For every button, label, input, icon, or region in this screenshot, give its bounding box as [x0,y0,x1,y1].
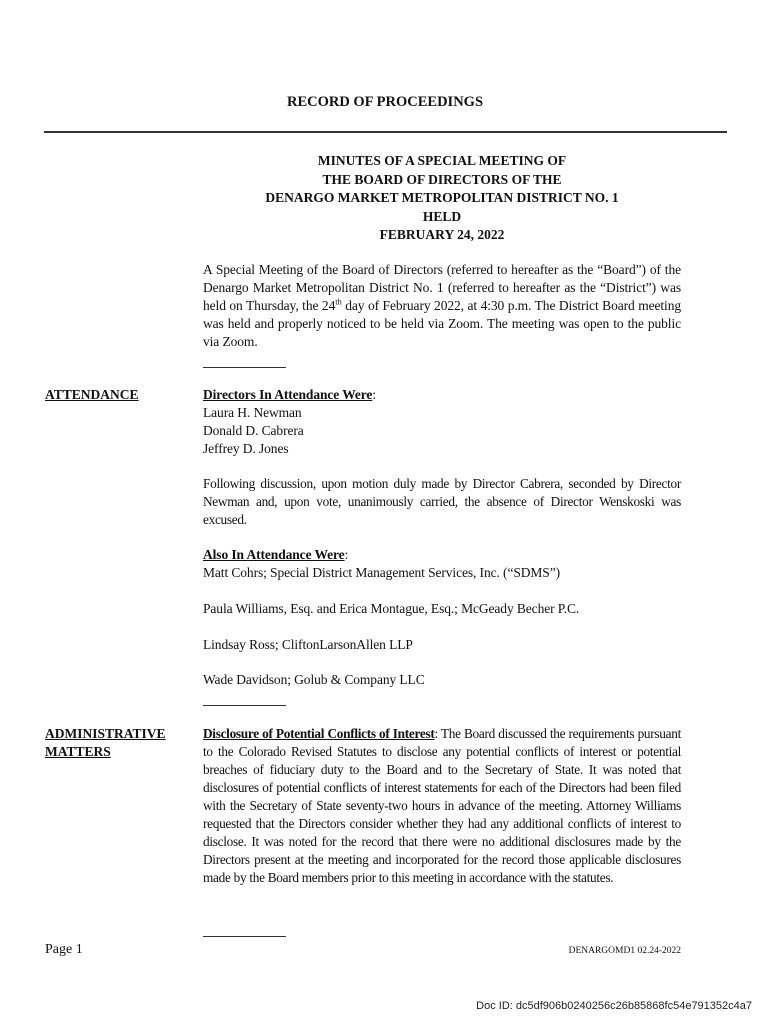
director-name: Donald D. Cabrera [203,423,304,438]
minutes-title-line: DENARGO MARKET METROPOLITAN DISTRICT NO. 1 [265,190,619,205]
minutes-title-line: MINUTES OF A SPECIAL MEETING OF [317,153,567,168]
attendance-label: ATTENDANCE [45,387,139,402]
minutes-title [200,152,684,245]
section-divider [203,367,286,368]
section-divider [203,936,286,937]
admin-label [45,725,166,761]
directors-heading: Directors In Attendance Were [203,387,373,402]
intro-text-part2: day of February 2022, at 4:30 p.m. The District Board meeting was held and properly noticed to be held via Zoom. The meeting was open to the public via Zoom. [203,298,682,349]
also-heading: Also In Attendance Were [203,547,345,562]
also-heading-line: Also In Attendance Were: [203,547,349,562]
disclosure-paragraph: Disclosure of Potential Conflicts of Interest: The Board discussed the requirements pursuant to the Colorado Revised Statutes to disclose any potential conflicts of interest or potential breaches of fiduciary duty to the Board and to the Secretary of State. It was noted that disclosures of potential conflicts of interest statements for each of the Directors had been filed with the Secretary of State seventy-two hours in advance of the meeting. Attorney Williams requested that the Directors consider whether they had any additional conflicts of interest to disclose. It was noted for the record that there were no additional disclosures made by the Directors present at the meeting and incorporated for the record those applicable disclosures made by the Board members prior to this meeting in accordance with the statutes. [203,726,681,885]
directors-heading-line: Directors In Attendance Were: [203,387,376,402]
attendee-entry: Paula Williams, Esq. and Erica Montague, Esq.; McGeady Becher P.C. [203,601,580,616]
director-name: Jeffrey D. Jones [203,441,289,456]
minutes-title-line: THE BOARD OF DIRECTORS OF THE [322,171,562,187]
attendee-entry: Lindsay Ross; CliftonLarsonAllen LLP [203,637,413,652]
disclosure-heading: Disclosure of Potential Conflicts of Interest [203,726,435,741]
motion-paragraph: Following discussion, upon motion duly made by Director Cabrera, seconded by Director Newman and, upon vote, unanimously carried, the absence of Director Wenskoski was excused. [203,476,681,527]
admin-label-line: ADMINISTRATIVE [45,726,166,741]
minutes-title-line: HELD [422,208,462,224]
directors-block [203,386,681,458]
record-title: RECORD OF PROCEEDINGS [286,94,484,110]
intro-paragraph [203,261,681,351]
section-divider [203,705,286,706]
page-number: Page 1 [45,942,83,957]
intro-superscript: th [335,296,342,307]
disclosure-text: The Board discussed the requirements pursuant to the Colorado Revised Statutes to disclose any potential conflicts of interest or potential breaches of fiduciary duty to the Board and to the Secretary of State. It was noted that disclosures of potential conflicts of interest statements for each of the Directors had been filed with the Secretary of State seventy-two hours in advance of the meeting. Attorney Williams requested that the Directors consider whether they had any additional conflicts of interest to disclose. It was noted for the record that there were no additional disclosures made by the Directors present at the meeting and incorporated for the record those applicable disclosures made by the Board members prior to this meeting in accordance with the statutes. [203,726,681,885]
attendee-entry: Matt Cohrs; Special District Management Services, Inc. (“SDMS”) [203,565,560,580]
minutes-title-line: FEBRUARY 24, 2022 [379,227,505,242]
director-name: Laura H. Newman [203,405,302,420]
header-divider [44,131,727,133]
intro-text-part1: A Special Meeting of the Board of Directors (referred to hereafter as the “Board”) of the Denargo Market Metropolitan District No. 1 (referred to hereafter as the “District”) was held on Thursday, the 24 [203,262,681,313]
attendee-entry: Wade Davidson; Golub & Company LLC [203,672,425,687]
admin-label-line: MATTERS [45,744,111,759]
document-code: DENARGOMD1 02.24-2022 [568,946,681,956]
document-id: Doc ID: dc5df906b0240256c26b85868fc54e791352c4a7 [476,1000,752,1012]
